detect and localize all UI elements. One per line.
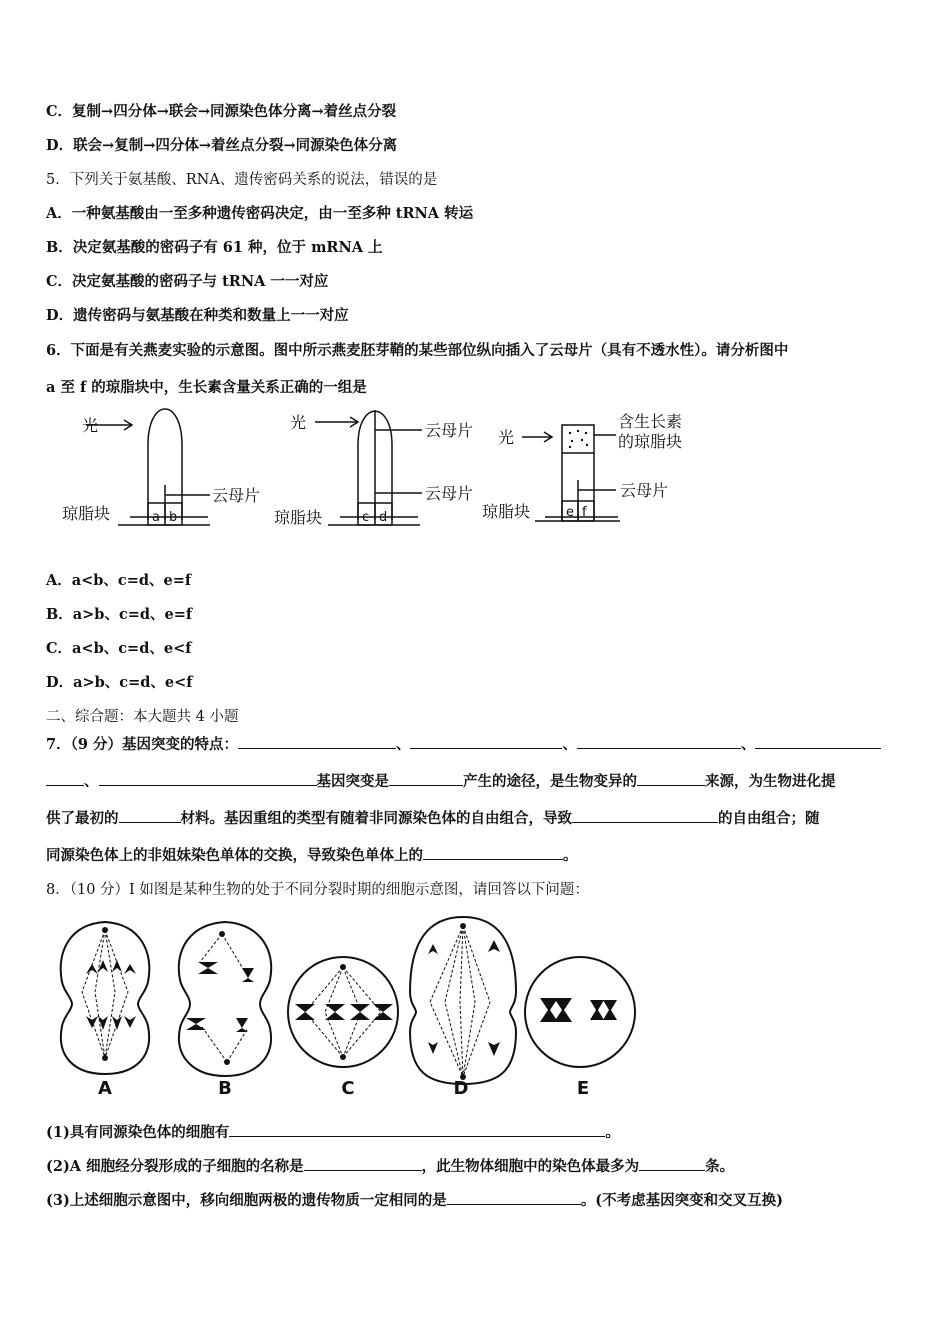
agar-block-e: e — [566, 505, 574, 520]
fig1-light-label: 光 — [82, 416, 99, 435]
agar-block-a: a — [152, 510, 160, 525]
fig3-agar-label: 琼脂块 — [482, 502, 531, 521]
fig1-mica-label: 云母片 — [212, 486, 261, 505]
q7-blank-9[interactable] — [572, 808, 718, 823]
fig3-light-label: 光 — [498, 428, 515, 447]
q7-blank-1[interactable] — [238, 734, 396, 749]
q7-line2: 、 基因突变是 产生的途径，是生物变异的 来源，为生物进化提 — [46, 771, 836, 792]
q4-option-c: C．复制→四分体→联会→同源染色体分离→着丝点分裂 — [46, 103, 397, 120]
cell-division-figure — [50, 912, 650, 1102]
agar-block-c: c — [362, 510, 370, 525]
agar-block-f: f — [582, 505, 587, 520]
q8-blank-2[interactable] — [304, 1156, 422, 1171]
q5-stem: 5．下列关于氨基酸、RNA、遗传密码关系的说法，错误的是 — [46, 172, 438, 188]
q7-line4: 同源染色体上的非姐妹染色单体的交换，导致染色单体上的 。 — [46, 847, 578, 864]
q8-sub1: (1)具有同源染色体的细胞有 。 — [46, 1124, 620, 1141]
q8-sub3: (3)上述细胞示意图中，移向细胞两极的遗传物质一定相同的是 。(不考虑基因突变和交叉互换) — [46, 1192, 784, 1209]
fig1-agar-label: 琼脂块 — [62, 504, 111, 523]
q7-blank-4-cont[interactable] — [46, 771, 84, 786]
q7-blank-3[interactable] — [577, 734, 741, 749]
fig2-light-label: 光 — [290, 413, 307, 432]
q6-stem-line1: 6．下面是有关燕麦实验的示意图。图中所示燕麦胚芽鞘的某些部位纵向插入了云母片（具有不透水性）。请分析图中 — [46, 342, 789, 359]
q7-blank-10[interactable] — [423, 845, 563, 860]
section-2-heading: 二、综合题：本大题共 4 小题 — [46, 709, 239, 725]
cell-label-a: A — [98, 1078, 112, 1099]
q5-option-a: A．一种氨基酸由一至多种遗传密码决定，由一至多种 tRNA 转运 — [46, 205, 474, 222]
q6-option-d: D．a>b、c=d、e<f — [46, 674, 193, 691]
q7-blank-2[interactable] — [410, 734, 562, 749]
q8-sub2: (2)A 细胞经分裂形成的子细胞的名称是 ，此生物体细胞中的染色体最多为 条。 — [46, 1158, 735, 1175]
q8-blank-4[interactable] — [447, 1190, 581, 1205]
cell-label-c: C — [341, 1078, 355, 1099]
fig2-mica-top-label: 云母片 — [425, 421, 474, 440]
q7-blank-8[interactable] — [119, 808, 181, 823]
q5-option-b: B．决定氨基酸的密码子有 61 种，位于 mRNA 上 — [46, 239, 383, 256]
q7-blank-6[interactable] — [389, 771, 463, 786]
q8-blank-1[interactable] — [229, 1122, 605, 1137]
q6-option-a: A．a<b、c=d、e=f — [46, 572, 192, 589]
q8-blank-3[interactable] — [639, 1156, 705, 1171]
fig2-mica-bottom-label: 云母片 — [425, 484, 474, 503]
q6-option-b: B．a>b、c=d、e=f — [46, 606, 193, 623]
q4-option-d: D．联会→复制→四分体→着丝点分裂→同源染色体分离 — [46, 137, 398, 154]
coleoptile-figure — [60, 405, 710, 535]
q7-blank-5[interactable] — [99, 771, 317, 786]
q7-blank-4[interactable] — [755, 734, 881, 749]
q7-blank-7[interactable] — [637, 771, 705, 786]
fig3-auxin-agar-label-1: 含生长素 — [618, 412, 683, 431]
q6-option-c: C．a<b、c=d、e<f — [46, 640, 192, 657]
q5-option-c: C．决定氨基酸的密码子与 tRNA 一一对应 — [46, 273, 329, 290]
cell-label-e: E — [576, 1078, 590, 1099]
cell-label-b: B — [218, 1078, 232, 1099]
q7-line1: 7．（9 分）基因突变的特点： 、 、 、 — [46, 734, 881, 755]
q6-stem-line2: a 至 f 的琼脂块中，生长素含量关系正确的一组是 — [46, 379, 367, 396]
q5-option-d: D．遗传密码与氨基酸在种类和数量上一一对应 — [46, 307, 349, 324]
q7-line3: 供了最初的 材料。基因重组的类型有随着非同源染色体的自由组合，导致 的自由组合；随 — [46, 810, 820, 827]
q8-stem: 8．（10 分）I 如图是某种生物的处于不同分裂时期的细胞示意图，请回答以下问题： — [46, 882, 589, 898]
cell-label-d: D — [453, 1078, 469, 1099]
agar-block-b: b — [169, 510, 178, 525]
agar-block-d: d — [379, 510, 388, 525]
fig3-auxin-agar-label-2: 的琼脂块 — [618, 432, 683, 451]
fig3-mica-label: 云母片 — [620, 481, 669, 500]
fig2-agar-label: 琼脂块 — [274, 508, 323, 527]
